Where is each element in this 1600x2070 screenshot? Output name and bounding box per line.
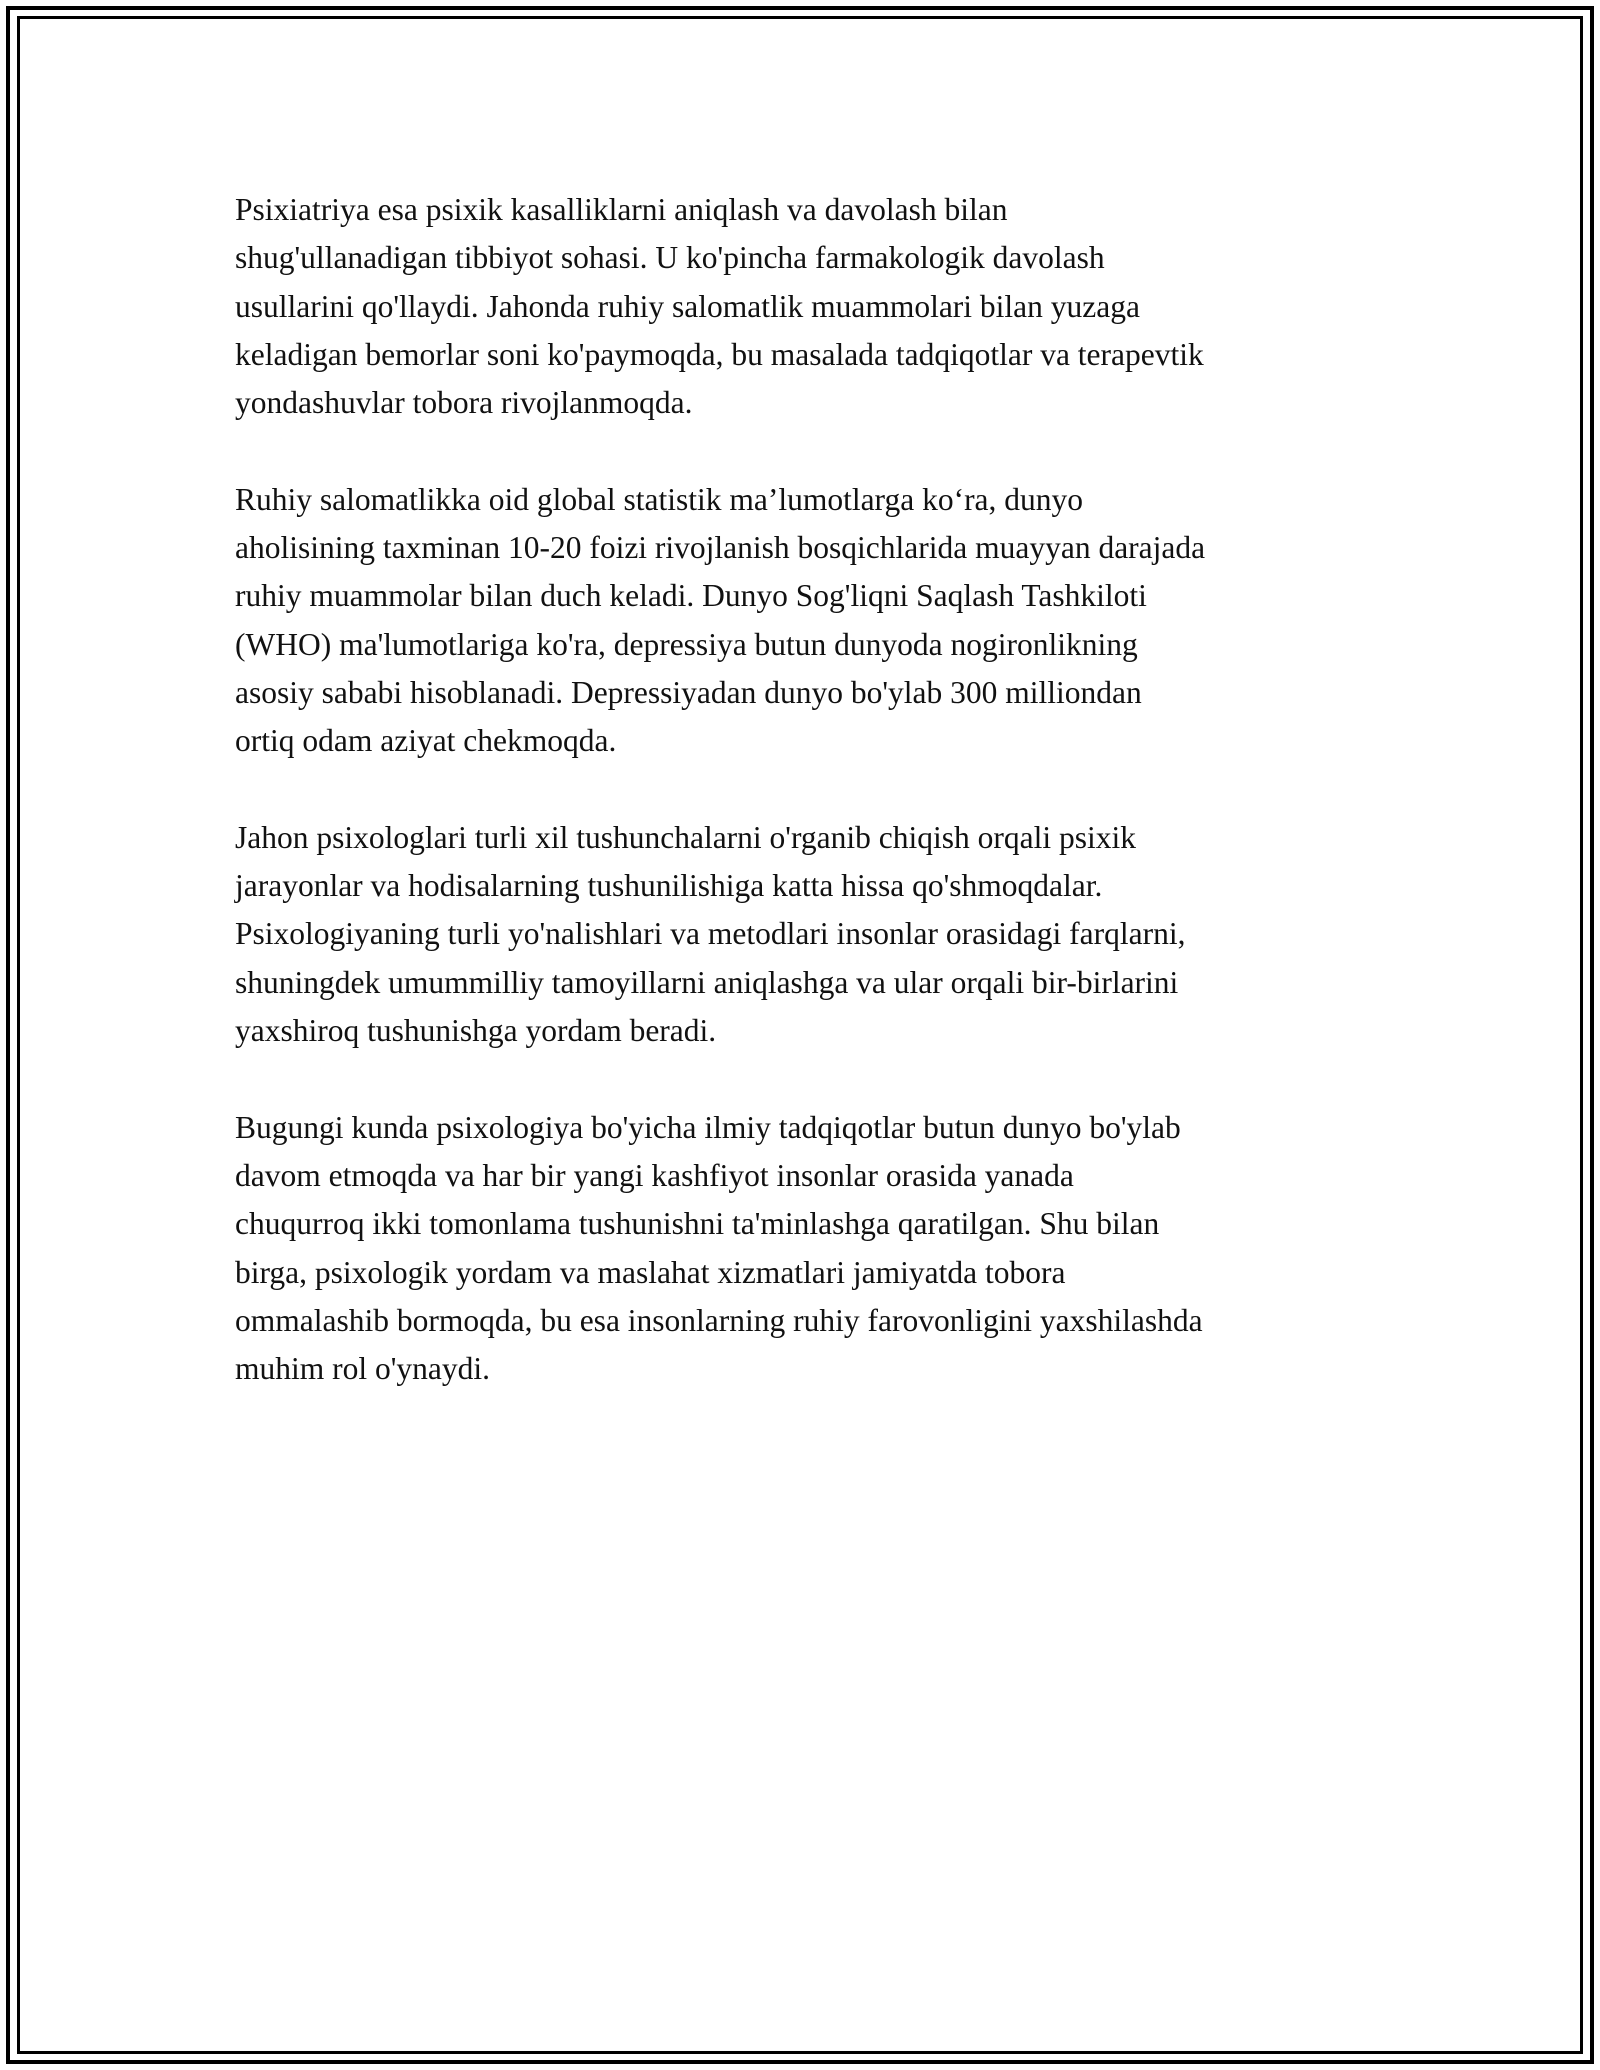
paragraph-4: Bugungi kunda psixologiya bo'yicha ilmiy tadqiqotlar butun dunyo bo'ylab davom etmoqda va har bir yangi kashfiyot insonlar orasida yanada chuqurroq ikki tomonlama tushunishni ta'minlashga qaratilgan. Shu bilan birga, psixologik yordam va maslahat xizmatlari jamiyatda tobora ommalashib bormoqda, bu esa insonlarning ruhiy farovonligini yaxshilashda muhim rol o'ynaydi.	[235, 1109, 1203, 1387]
paragraph-2: Ruhiy salomatlikka oid global statistik ma’lumotlarga ko‘ra, dunyo aholisining taxminan 10-20 foizi rivojlanish bosqichlarida muayyan darajada ruhiy muammolar bilan duch keladi. Dunyo Sog'liqni Saqlash Tashkiloti (WHO) ma'lumotlariga ko'ra, depressiya butun dunyoda nogironlikning asosiy sababi hisoblanadi. Depressiyadan dunyo bo'ylab 300 milliondan ortiq odam aziyat chekmoqda.	[235, 481, 1206, 759]
paragraph-1: Psixiatriya esa psixik kasalliklarni aniqlash va davolash bilan shug'ullanadigan tibbiyot sohasi. U ko'pincha farmakologik davolash usullarini qo'llaydi. Jahonda ruhiy salomatlik muammolari bilan yuzaga keladigan bemorlar soni ko'paymoqda, bu masalada tadqiqotlar va terapevtik yondashuvlar tobora rivojlanmoqda.	[235, 192, 1204, 421]
document-body	[235, 186, 1385, 1442]
paragraph-3: Jahon psixologlari turli xil tushunchalarni o'rganib chiqish orqali psixik jarayonlar va hodisalarning tushunilishiga katta hissa qo'shmoqdalar. Psixologiyaning turli yo'nalishlari va metodlari insonlar orasidagi farqlarni, shuningdek umummilliy tamoyillarni aniqlashga va ular orqali bir-birlarini yaxshiroq tushunishga yordam beradi.	[235, 819, 1186, 1049]
